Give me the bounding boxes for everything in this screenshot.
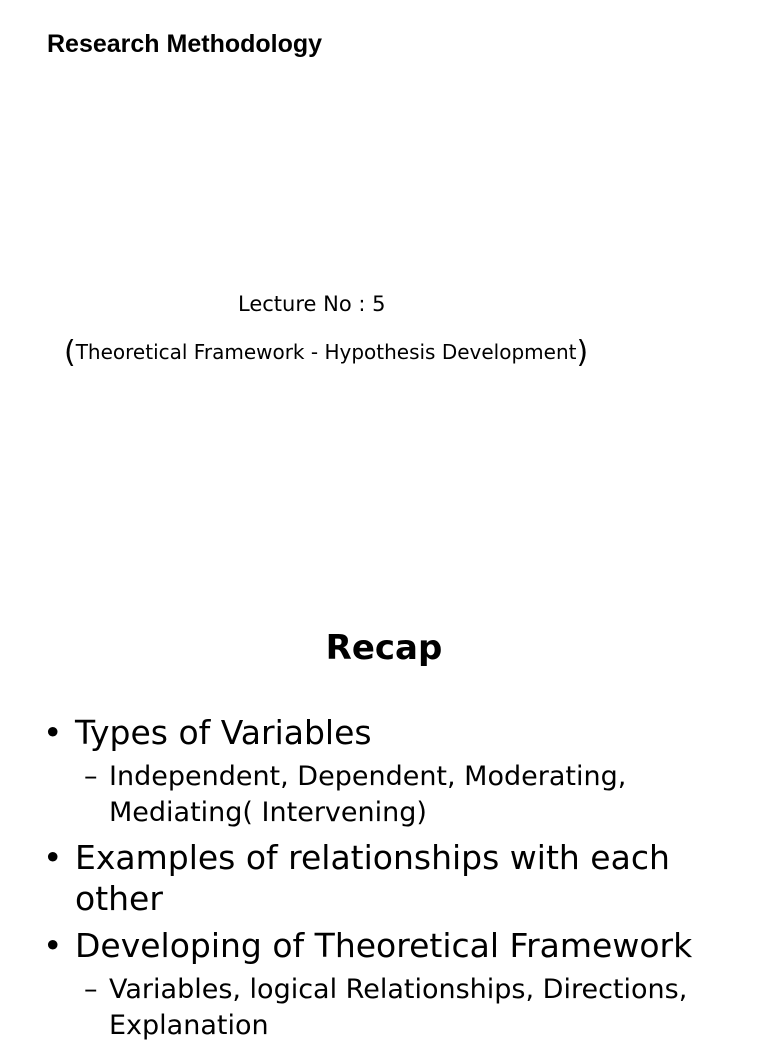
lecture-subtitle-text: Theoretical Framework - Hypothesis Development: [75, 340, 577, 364]
list-item: [0, 712, 768, 753]
list-item: [0, 837, 768, 919]
list-item: [0, 925, 768, 966]
list-item-text: Developing of Theoretical Framework: [75, 926, 693, 965]
lecture-subtitle: [64, 332, 588, 373]
bullet-icon: •: [43, 838, 63, 877]
list-item-text: Examples of relationships with each other: [75, 838, 670, 918]
open-parenthesis: (: [64, 335, 76, 370]
list-item-text: Types of Variables: [75, 713, 372, 752]
dash-icon: –: [84, 761, 98, 792]
recap-heading: Recap: [325, 628, 443, 668]
slide-title-research-methodology: Research Methodology: [47, 30, 323, 58]
dash-icon: –: [84, 974, 98, 1005]
sub-list-item-text: Independent, Dependent, Moderating, Mediating( Intervening): [109, 761, 627, 828]
bullet-icon: •: [43, 713, 63, 752]
recap-bullet-list: [0, 712, 768, 1050]
bullet-icon: •: [43, 926, 63, 965]
sub-list-item: [0, 759, 768, 831]
close-parenthesis: ): [576, 335, 589, 370]
sub-list-item-text: Variables, logical Relationships, Directions, Explanation: [109, 974, 688, 1041]
sub-list-item: [0, 972, 768, 1044]
lecture-number: Lecture No : 5: [238, 292, 386, 316]
